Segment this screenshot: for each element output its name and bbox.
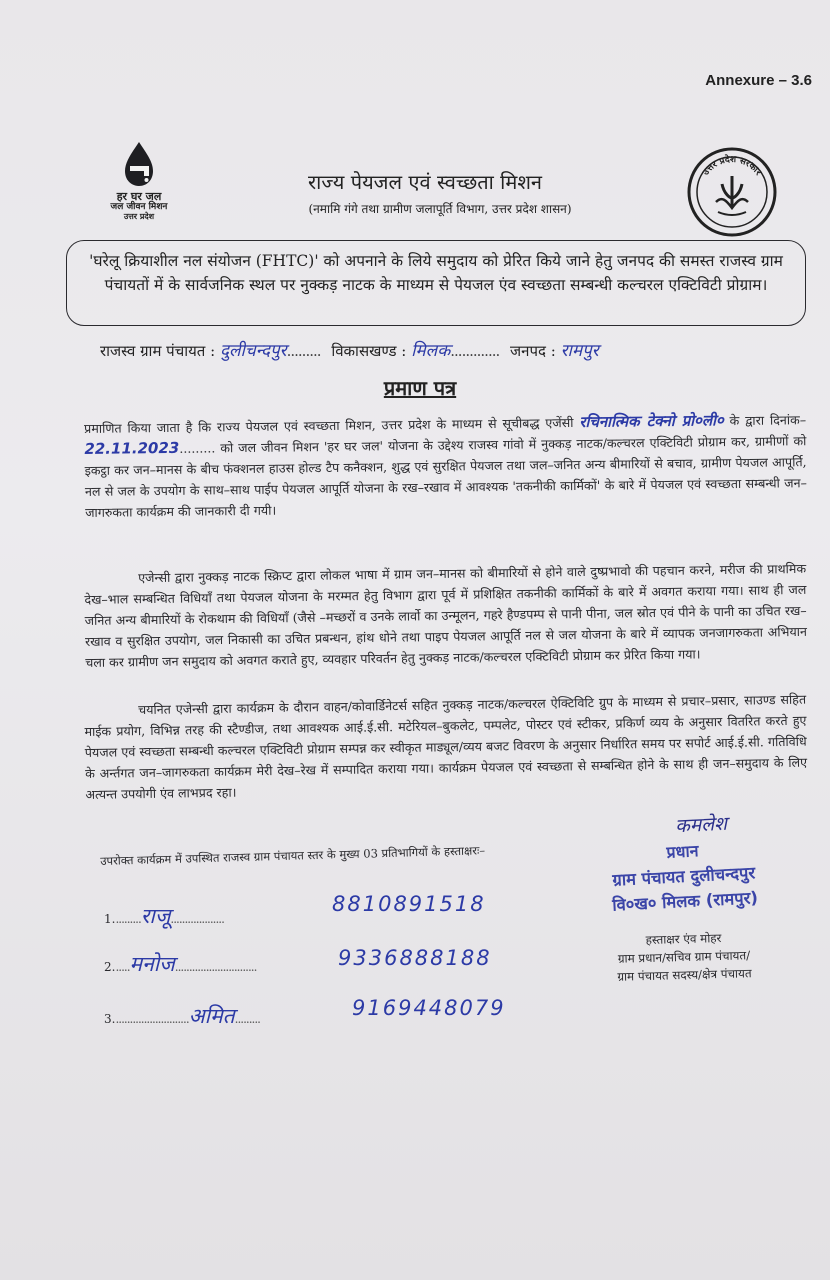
mission-title: राज्य पेयजल एवं स्वच्छता मिशन <box>307 170 543 194</box>
stamp-line-1: प्रधान <box>665 841 699 862</box>
signature-number-1: 1. <box>104 912 116 926</box>
participant-phone-2: 9336888188 <box>338 946 492 970</box>
signatures-intro: उपरोक्त कार्यक्रम में उपस्थित राजस्व ग्राम पंचायत स्तर के मुख्य 03 प्रतिभागियों के हस्ताक्षरः– <box>100 843 486 868</box>
program-date: 22.11.2023 <box>84 438 180 458</box>
seal-caption-line-2: ग्राम प्रधान/सचिव ग्राम पंचायत/ <box>617 948 751 966</box>
participant-name-2: मनोज <box>129 952 175 976</box>
participant-phone-3: 9169448079 <box>352 996 506 1020</box>
logo-line-3: उत्तर प्रदेश <box>123 212 155 221</box>
certificate-heading: प्रमाण पत्र <box>383 376 457 400</box>
logo-line-2: जल जीवन मिशन <box>110 202 168 212</box>
stamp-line-3: वि०ख० मिलक (रामपुर) <box>611 888 759 915</box>
block-value: मिलक <box>411 341 451 361</box>
logo-line-1: हर घर जल <box>116 190 162 203</box>
har-ghar-jal-logo <box>96 140 182 222</box>
seal-caption <box>573 927 794 987</box>
signature-line-2: 2......मनोज............................. <box>104 952 257 976</box>
paragraph-1: प्रमाणित किया जाता है कि राज्य पेयजल एवं स्वच्छता मिशन, उत्तर प्रदेश के माध्यम से सूचीबद्ध एजेंसी रचिनात्मिक टेक्नो प्रो०ली० के द्वारा दिनांक–22.11.2023......... को जल जीवन मिशन 'हर घर जल' योजना के उद्देश्य राजस्व गांवो में नुक्कड़ नाटक/कल्चरल एक्टिविटी प्रोग्राम कर, ग्रामीणों को इकट्ठा कर जन–मानस के बीच फंक्शनल हाउस होल्ड टैप कनैक्शन, शुद्ध एवं सुरक्षित पेयजल तथा जल–जनित अन्य बीमारियों से बचाव, ग्रामीण पेयजल आपूर्ति, नल से जल के उपयोग के साथ–साथ पाईप पेयजल आपूर्ति योजना के रख–रखाव में आवश्यक 'तकनीकी कार्मिकों' के बारे में पेयजल एवं स्वच्छता सम्बन्धी जन–जागरुकता कार्यक्रम की जानकारी दी गयी। <box>84 411 807 520</box>
signature-number-2: 2. <box>104 960 116 974</box>
mission-subtitle: (नमामि गंगे तथा ग्रामीण जलापूर्ति विभाग, उत्तर प्रदेश शासन) <box>308 202 572 216</box>
gram-panchayat-value: दुलीचन्दपुर <box>219 341 287 361</box>
signature-number-3: 3. <box>104 1012 116 1026</box>
participant-name-3: अमित <box>188 1004 235 1028</box>
up-government-emblem <box>686 146 778 238</box>
district-label: जनपद : <box>510 342 556 360</box>
program-title-text: 'घरेलू क्रियाशील नल संयोजन (FHTC)' को अपनाने के लिये समुदाय को प्रेरित किये जाने हेतु जनपद की समस्त राजस्व ग्राम पंचायतों में के सार्वजनिक स्थल पर नुक्कड़ नाटक के माध्यम से पेयजल एंव स्वच्छता सम्बन्धी कल्चरल एक्टिविटी प्रोग्राम। <box>89 252 783 294</box>
block-label: विकासखण्ड : <box>331 342 407 360</box>
seal-caption-line-1: हस्ताक्षर एंव मोहर <box>645 931 722 947</box>
annexure-label: Annexure – 3.6 <box>705 72 812 89</box>
district-value: रामपुर <box>560 341 599 361</box>
pradhan-stamp <box>576 807 791 918</box>
signature-line-1: 1..........राजू................... <box>104 904 224 928</box>
participant-name-1: राजू <box>140 904 171 928</box>
program-title-box <box>66 240 806 326</box>
participant-phone-1: 8810891518 <box>332 892 486 916</box>
seal-caption-line-3: ग्राम पंचायत सदस्य/क्षेत्र पंचायत <box>617 966 752 984</box>
paragraph-1-part-2: के द्वारा दिनांक– <box>729 412 807 429</box>
paragraph-3: चयनित एजेन्सी द्वारा कार्यक्रम के दौरान वाहन/कोवार्डिनेटर्स सहित नुक्कड़ नाटक/कल्चरल ऐक्टिविटि ग्रुप के माध्यम से प्रचार–प्रसार, साउण्ड सहित माईक प्रयोग, विभिन्न तरह की स्टैण्डीज, तथा आवश्यक आई.ई.सी. मटेरियल–बुकलेट, पम्पलेट, पोस्टर एवं स्टीकर, प्रकिर्ण व्यय के अनुसार वितरित करते हुए पेयजल एवं स्वच्छता सम्बन्धी कल्चरल एक्टिविटी प्रोग्राम सम्पन्न कर स्वीकृत माड्यूल/व्यय बजट विवरण के अनुसार निर्धारित समय पर सपोर्ट आई.ई.सी. गतिविधि के अर्न्तगत जन–जागरुकता कार्यक्रम मेरी देख–रेख में सम्पादित कराया गया। कार्यक्रम पेयजल एवं स्वच्छता से सम्बन्धित होने के साथ ही जन–समुदाय के लिए अत्यन्त उपयोगी एंव लाभप्रद रहा। <box>84 691 808 802</box>
paragraph-2: एजेन्सी द्वारा नुक्कड़ नाटक स्क्रिप्ट द्वारा लोकल भाषा में ग्राम जन–मानस को बीमारियों से होने वाले दुष्प्रभावो की पहचान करने, मरीज की प्राथमिक देख–भाल सम्बन्धित विधियाँ तथा पेयजल योजना के मरम्मत हेतु विभाग द्वारा पूर्व में प्रशिक्षित तकनीकी कार्मिकों के बारे में अवगत कराया गया। साथ ही जल जनित अन्य बीमारियों के रोकथाम की विधियाँ (जैसे –मच्छरों व उनके लार्वो का उन्मूलन, गहरे हैण्डपम्प से पानी पीना, जल स्रोत एवं पीने के पानी का उचित रख–रखाव व सुरक्षित उपयोग, जल निकासी का उचित प्रबन्धन, हांथ धोने तथा पाइप पेयजल आपूर्ति नल से जल योजना के बारे में व्यापक जनजागरुकता अभियान चला कर ग्रामीण जन समुदाय को अवगत कराते हुए, व्यवहार परिवर्तन हेतु नुक्कड़ नाटक/कल्चरल एक्टिविटी प्रोग्राम कर प्रेरित किया गया। <box>84 560 808 670</box>
water-drop-tap-icon <box>116 140 162 190</box>
gram-panchayat-label: राजस्व ग्राम पंचायत : <box>100 342 216 360</box>
paragraph-1-part-1: प्रमाणित किया जाता है कि राज्य पेयजल एवं स्वच्छता मिशन, उत्तर प्रदेश के माध्यम से सूचीबद्ध एजेंसी <box>84 415 574 436</box>
paragraph-1-part-3: को जल जीवन मिशन 'हर घर जल' योजना के उद्देश्य राजस्व गांवो में नुक्कड़ नाटक/कल्चरल एक्टिविटी प्रोग्राम कर, ग्रामीणों को इकट्ठा कर जन–मानस के बीच फंक्शनल हाउस होल्ड टैप कनैक्शन, शुद्ध एवं सुरक्षित पेयजल तथा जल–जनित अन्य बीमारियों से बचाव, ग्रामीण पेयजल आपूर्ति, नल से जल के उपयोग के साथ–साथ पाईप पेयजल आपूर्ति योजना के रख–रखाव में आवश्यक 'तकनीकी कार्मिकों' के बारे में पेयजल एवं स्वच्छता सम्बन्धी जन–जागरुकता कार्यक्रम की जानकारी दी गयी। <box>84 433 807 520</box>
agency-name: रचिनात्मिक टेक्नो प्रो०ली० <box>579 411 724 431</box>
location-fields: राजस्व ग्राम पंचायत : दुलीचन्दपुर......... विकासखण्ड : मिलक............. जनपद : रामपुर <box>100 341 599 361</box>
emblem-text: उत्तर प्रदेश सरकार <box>701 154 763 178</box>
signature-line-3: 3...........................अमित......... <box>104 1004 260 1028</box>
stamp-line-2: ग्राम पंचायत दुलीचन्दपुर <box>612 863 756 890</box>
pradhan-signature: कमलेश <box>674 812 728 838</box>
